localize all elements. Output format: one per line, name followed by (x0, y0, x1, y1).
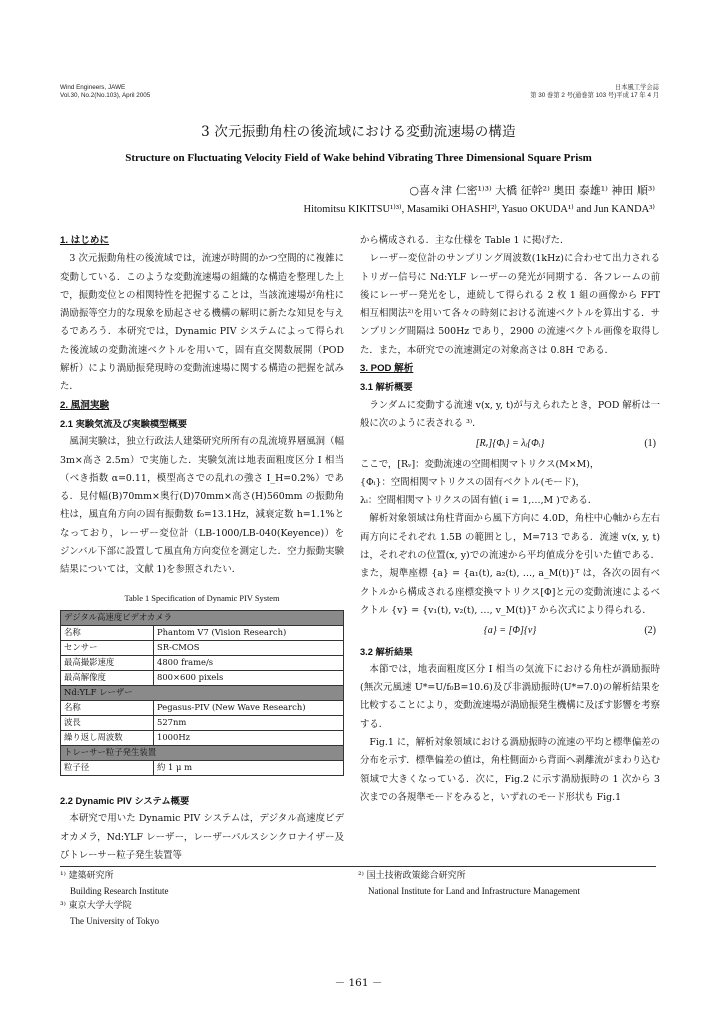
table-caption: Table 1 Specification of Dynamic PIV System (124, 593, 280, 603)
footnote-affiliation-2-en: National Institute for Land and Infrastructure Management (368, 886, 580, 896)
table-group-row (61, 745, 344, 760)
table-row (61, 625, 344, 640)
authors-jp: ○喜々津 仁密¹⁾³⁾ 大橋 征幹²⁾ 奥田 泰雄¹⁾ 神田 順³⁾ (409, 184, 655, 197)
journal-header-right (530, 84, 659, 100)
table-cell-item: 繰り返し周波数 (61, 730, 154, 745)
table-cell-item: 最高撮影速度 (61, 655, 154, 670)
paper-title-en: Structure on Fluctuating Velocity Field of Wake behind Vibrating Three Dimensional Square Prism (125, 152, 592, 164)
footnote-affiliation-2: ²⁾ 国土技術政策総合研究所 (358, 871, 466, 881)
footnote-affiliation-1: ¹⁾ 建築研究所 (60, 871, 114, 881)
equation-1 (360, 435, 660, 453)
table-group-row (61, 610, 344, 625)
table-cell-item: 粒子径 (61, 760, 154, 775)
section-heading-intro: 1. はじめに (60, 235, 110, 246)
table-cell-value: 約 1 μ m (154, 760, 344, 775)
equation-2-body: {a} = [Φ]{v} (483, 625, 537, 637)
table-group-row (61, 685, 344, 700)
footnote-affiliation-3: ³⁾ 東京大学大学院 (60, 901, 132, 911)
table-cell-value: 1000Hz (154, 730, 344, 745)
results-paragraph-1: 本節では，地表面粗度区分 I 相当の気流下における角柱が渦励振時(無次元風速 U*=U/f₀B=10.6)及び非渦励振時(U*=7.0)の解析結果を比較することにより，変動流速場が渦励振発生機構に及ぼす影響を考察する． (360, 663, 661, 730)
pod-intro-paragraph: ランダムに変動する流速 v(x, y, t)が与えられたとき，POD 解析は一般に次のように表される ³⁾． (360, 399, 660, 429)
footnotes-left (60, 869, 168, 929)
section-heading-experiment: 2. 風洞実験 (60, 399, 110, 411)
table-cell-value: 800×600 pixels (154, 670, 344, 685)
table-row (61, 760, 344, 775)
equation-1-body: [Rᵥ]{Φᵢ} = λᵢ{Φᵢ} (475, 438, 545, 450)
intro-paragraph: 3 次元振動角柱の後流域では，流速が時間的かつ空間的に複雑に変動している．このような変動流速場の組織的な構造を整理した上で，振動変位との相関特性を把握することは，当該流速場が角柱に渦励振等空力的な現象を励起させる機構の解明に新たな知見を与えるであろう．本研究では，Dynamic PIV システムによって得られた後流域の変動流速ベクトルを用いて，固有直交関数展開（POD 解析）により渦励振発現時の変動流速場に関する構造の把握を試みた． (60, 253, 344, 393)
experiment-paragraph: 風洞実験は，独立行政法人建築研究所所有の乱流境界層風洞（幅 3m×高さ 2.5m）で実施した．実験気流は地表面粗度区分 I 相当（べき指数 α=0.11，模型高さでの乱れの強さ I_H=0.2%）である．見付幅(B)70mm×奥行(D)70mm×高さ(H)560mm の振動角柱は，風直角方向の固有振動数 f₀=13.1Hz，減衰定数 h=1.1%となっており，レーザー変位計（LB-1000/LB-040(Keyence)）をジンバル下部に設置して風直角方向変位を測定した．空力振動実験結果については，文献 1)を参照されたい． (60, 436, 344, 576)
journal-volume: Vol.30, No.2(No.103), April 2005 (60, 92, 151, 99)
journal-header-left (60, 84, 150, 100)
equation-2 (360, 622, 660, 640)
definition-line-2: {Φᵢ}：空間相関マトリクスの固有ベクトル(モード)， (360, 476, 586, 488)
table-row (61, 730, 344, 745)
laser-paragraph: レーザー変位計のサンプリング周波数(1kHz)に合わせて出力されるトリガー信号に Nd:YLF レーザーの発光が同期する．各フレームの前後にレーザー発光をし，連続して得られる 2 枚 1 組の画像から FFT 相互相関法²⁾を用いて各々の時刻における流速ベクトルを算出する．サンプリング間隔は 500Hz であり，2900 の流速ベクトル画像を取得した．また，本研究での流速測定の対象高さは 0.8H である． (360, 253, 660, 356)
paper-title-jp: 3 次元振動角柱の後流域における変動流速場の構造 (201, 124, 516, 140)
section-heading-pod: 3. POD 解析 (360, 363, 414, 375)
table-cell-value: Pegasus-PIV (New Wave Research) (154, 700, 344, 715)
authors-en: Hitomitsu KIKITSU¹⁾³⁾, Masamiki OHASHI²⁾, Yasuo OKUDA¹⁾ and Jun KANDA³⁾ (303, 204, 655, 215)
spec-table (60, 610, 344, 776)
table-row (61, 715, 344, 730)
subsection-heading-piv: 2.2 Dynamic PIV システム概要 (60, 795, 190, 806)
table-group-label: Nd:YLF レーザー (61, 685, 344, 700)
table-cell-item: 波長 (61, 715, 154, 730)
table-row (61, 655, 344, 670)
table-cell-value: SR-CMOS (154, 640, 344, 655)
table-cell-value: 527nm (154, 715, 344, 730)
page-number: － 161 － (334, 977, 383, 989)
table-cell-value: 4800 frame/s (154, 655, 344, 670)
footnote-affiliation-1-en: Building Research Institute (70, 886, 169, 896)
piv-continued-paragraph: から構成される．主な仕様を Table 1 に掲げた． (360, 235, 570, 246)
equation-2-number: (2) (644, 625, 656, 637)
left-column (60, 232, 344, 865)
subsection-heading-flow: 2.1 実験気流及び実験模型概要 (60, 418, 188, 429)
journal-name-jp: 日本風工学会誌 (614, 84, 659, 91)
subsection-heading-overview: 3.1 解析概要 (360, 382, 413, 393)
table-group-label: デジタル高速度ビデオカメラ (61, 610, 344, 625)
table-cell-item: 最高解像度 (61, 670, 154, 685)
journal-name: Wind Engineers, JAWE (60, 84, 126, 91)
table-row (61, 700, 344, 715)
piv-paragraph: 本研究で用いた Dynamic PIV システムは，デジタル高速度ビデオカメラ，Nd:YLF レーザー，レーザーパルスシンクロナイザー及びトレーサー粒子発生装置等 (60, 813, 344, 861)
table-group-label: トレーサー粒子発生装置 (61, 745, 344, 760)
table-cell-value: Phantom V7 (Vision Research) (154, 625, 344, 640)
equation-1-number: (1) (644, 438, 656, 450)
table-row (61, 670, 344, 685)
subsection-heading-results: 3.2 解析結果 (360, 646, 413, 657)
table-cell-item: 名称 (61, 700, 154, 715)
footnote-affiliation-3-en: The University of Tokyo (70, 916, 159, 926)
analysis-region-paragraph: 解析対象領域は角柱背面から風下方向に 4.0D，角柱中心軸から左右両方向にそれぞれ 1.5B の範囲とし，M=713 である．流速 v(x, y, t)は，それぞれの位置(x, y)での流速から平均値成分を引いた値である．また，規準座標 {a} = {a₁(t), a₂(t), …, a_M(t)}ᵀ は，各次の固有ベクトルから構成される座標変換マトリクス[Φ]と元の変動流速によるベクトル {v} = {v₁(t), v₂(t), …, v_M(t)}ᵀ から次式により得られる． (360, 513, 660, 616)
definition-line-1: ここで，[Rᵥ]：変動流速の空間相関マトリクス(M×M)， (360, 458, 600, 470)
footnotes-right (358, 869, 580, 899)
footnote-divider (60, 866, 656, 867)
table-cell-item: 名称 (61, 625, 154, 640)
table-cell-item: センサー (61, 640, 154, 655)
definition-line-3: λᵢ：空間相関マトリクスの固有値( i = 1,…,M )である． (360, 495, 598, 507)
table-row (61, 640, 344, 655)
right-column (360, 232, 660, 807)
results-paragraph-2: Fig.1 に，解析対象領域における渦励振時の流速の平均と標準偏差の分布を示す．標準偏差の値は，角柱側面から背面へ剥離流がまわり込む領域で大きくなっている．次に，Fig.2 に示す渦励振時の 1 次から 3 次までの各規準モードをみると，いずれのモード形状も Fig.1 (360, 737, 660, 803)
journal-volume-jp: 第 30 巻第 2 号(通巻第 103 号)平成 17 年 4 月 (530, 92, 659, 99)
